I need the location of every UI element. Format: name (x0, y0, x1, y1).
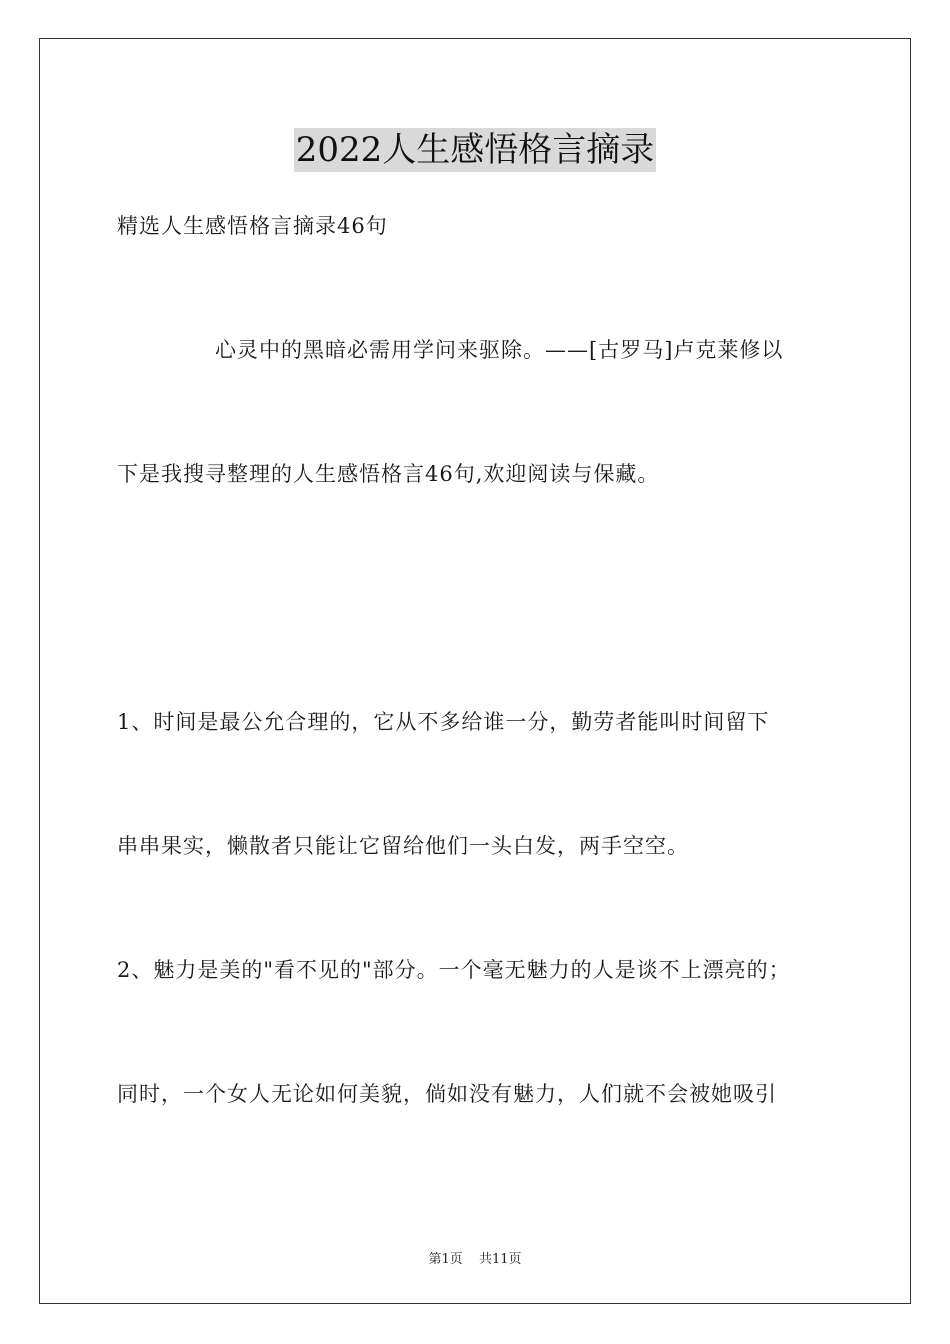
paragraph-line-2: 下是我搜寻整理的人生感悟格言46句,欢迎阅读与保藏。 (117, 462, 660, 486)
document-subtitle: 精选人生感悟格言摘录46句 (117, 214, 388, 238)
paragraph-line-6: 同时，一个女人无论如何美貌，倘如没有魅力，人们就不会被她吸引 (117, 1082, 777, 1106)
document-title-wrapper (0, 128, 950, 172)
paragraph-line-3: 1、时间是最公允合理的，它从不多给谁一分，勤劳者能叫时间留下 (117, 710, 770, 734)
document-title: 2022人生感悟格言摘录 (295, 130, 655, 170)
total-pages: 共11页 (478, 1252, 522, 1267)
paragraph-line-5: 2、魅力是美的"看不见的"部分。一个毫无魅力的人是谈不上漂亮的； (117, 958, 791, 982)
page-number: 第1页 (428, 1252, 463, 1267)
paragraph-line-4: 串串果实，懒散者只能让它留给他们一头白发，两手空空。 (117, 834, 689, 858)
page-footer (0, 1248, 950, 1267)
paragraph-line-1: 心灵中的黑暗必需用学问来驱除。——[古罗马]卢克莱修以 (215, 338, 784, 362)
